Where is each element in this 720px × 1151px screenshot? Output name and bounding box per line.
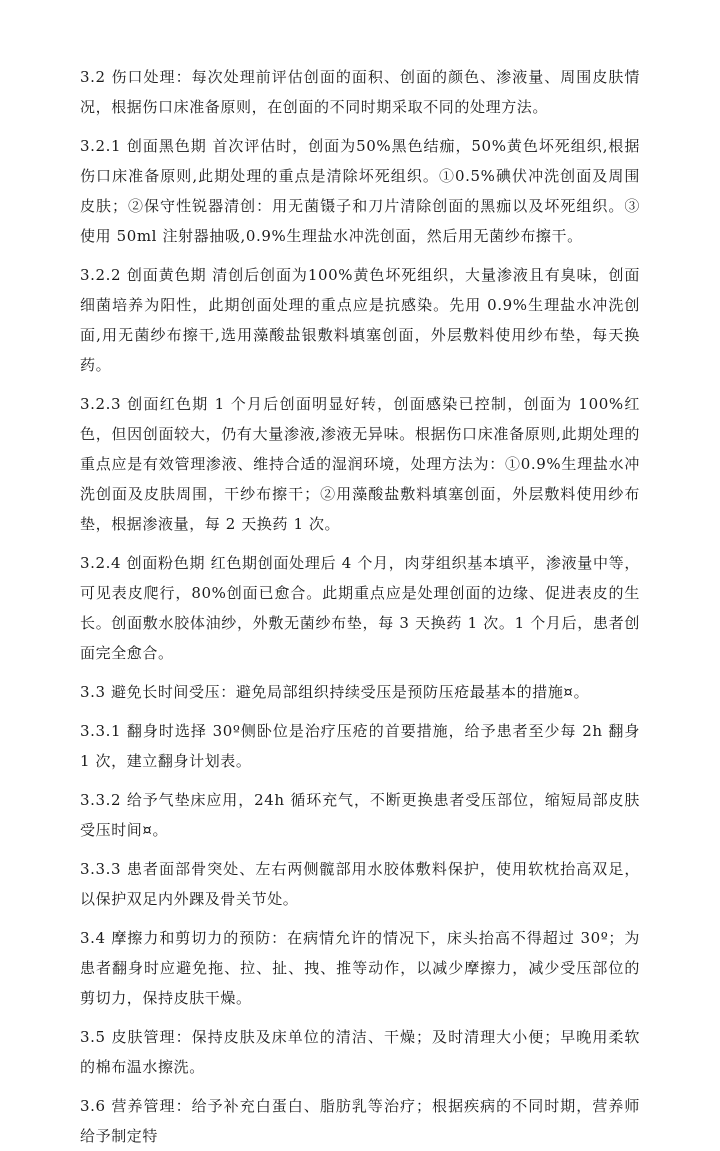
paragraph-3-3-2: 3.3.2 给予气垫床应用，24h 循环充气，不断更换患者受压部位，缩短局部皮肤受压时间¤。 — [80, 791, 640, 839]
paragraph-3-6: 3.6 营养管理：给予补充白蛋白、脂肪乳等治疗；根据疾病的不同时期，营养师给予制定特 — [80, 1097, 640, 1145]
paragraph-3-3-1: 3.3.1 翻身时选择 30º侧卧位是治疗压疮的首要措施，给予患者至少每 2h 翻身 1 次，建立翻身计划表。 — [80, 722, 640, 770]
paragraph-3-2-4: 3.2.4 创面粉色期 红色期创面处理后 4 个月，肉芽组织基本填平，渗液量中等，可见表皮爬行，80%创面已愈合。此期重点应是处理创面的边缘、促进表皮的生长。创面敷水胶体油纱，外敷无菌纱布垫，每 3 天换药 1 次。1 个月后，患者创面完全愈合。 — [80, 554, 640, 662]
paragraph-3-2-1: 3.2.1 创面黑色期 首次评估时，创面为50%黑色结痂，50%黄色坏死组织,根据伤口床准备原则,此期处理的重点是清除坏死组织。①0.5%碘伏冲洗创面及周围皮肤；②保守性锐器清创：用无菌镊子和刀片清除创面的黑痂以及坏死组织。③使用 50ml 注射器抽吸,0.9%生理盐水冲洗创面，然后用无菌纱布擦干。 — [80, 137, 640, 245]
paragraph-3-2-2: 3.2.2 创面黄色期 清创后创面为100%黄色坏死组织，大量渗液且有臭味，创面细菌培养为阳性，此期创面处理的重点应是抗感染。先用 0.9%生理盐水冲洗创面,用无菌纱布擦干,选用藻酸盐银敷料填塞创面，外层敷料使用纱布垫，每天换药。 — [80, 266, 640, 374]
paragraph-3-3-3: 3.3.3 患者面部骨突处、左右两侧髋部用水胶体敷料保护，使用软枕抬高双足，以保护双足内外踝及骨关节处。 — [80, 860, 640, 908]
paragraph-3-3: 3.3 避免长时间受压：避免局部组织持续受压是预防压疮最基本的措施¤。 — [80, 683, 590, 701]
paragraph-3-5: 3.5 皮肤管理：保持皮肤及床单位的清洁、干燥；及时清理大小便；早晚用柔软的棉布温水擦洗。 — [80, 1028, 640, 1076]
paragraph-3-2: 3.2 伤口处理：每次处理前评估创面的面积、创面的颜色、渗液量、周围皮肤情况，根据伤口床准备原则，在创面的不同时期采取不同的处理方法。 — [80, 68, 640, 116]
paragraph-3-2-3: 3.2.3 创面红色期 1 个月后创面明显好转，创面感染已控制，创面为 100%红色，但因创面较大，仍有大量渗液,渗液无异味。根据伤口床准备原则,此期处理的重点应是有效管理渗液、维持合适的湿润环境，处理方法为：①0.9%生理盐水冲洗创面及皮肤周围，干纱布擦干；②用藻酸盐敷料填塞创面，外层敷料使用纱布垫，根据渗液量，每 2 天换药 1 次。 — [80, 395, 640, 533]
paragraph-3-4: 3.4 摩擦力和剪切力的预防：在病情允许的情况下，床头抬高不得超过 30º；为患者翻身时应避免拖、拉、扯、拽、推等动作，以减少摩擦力，减少受压部位的剪切力，保持皮肤干燥。 — [80, 929, 640, 1007]
